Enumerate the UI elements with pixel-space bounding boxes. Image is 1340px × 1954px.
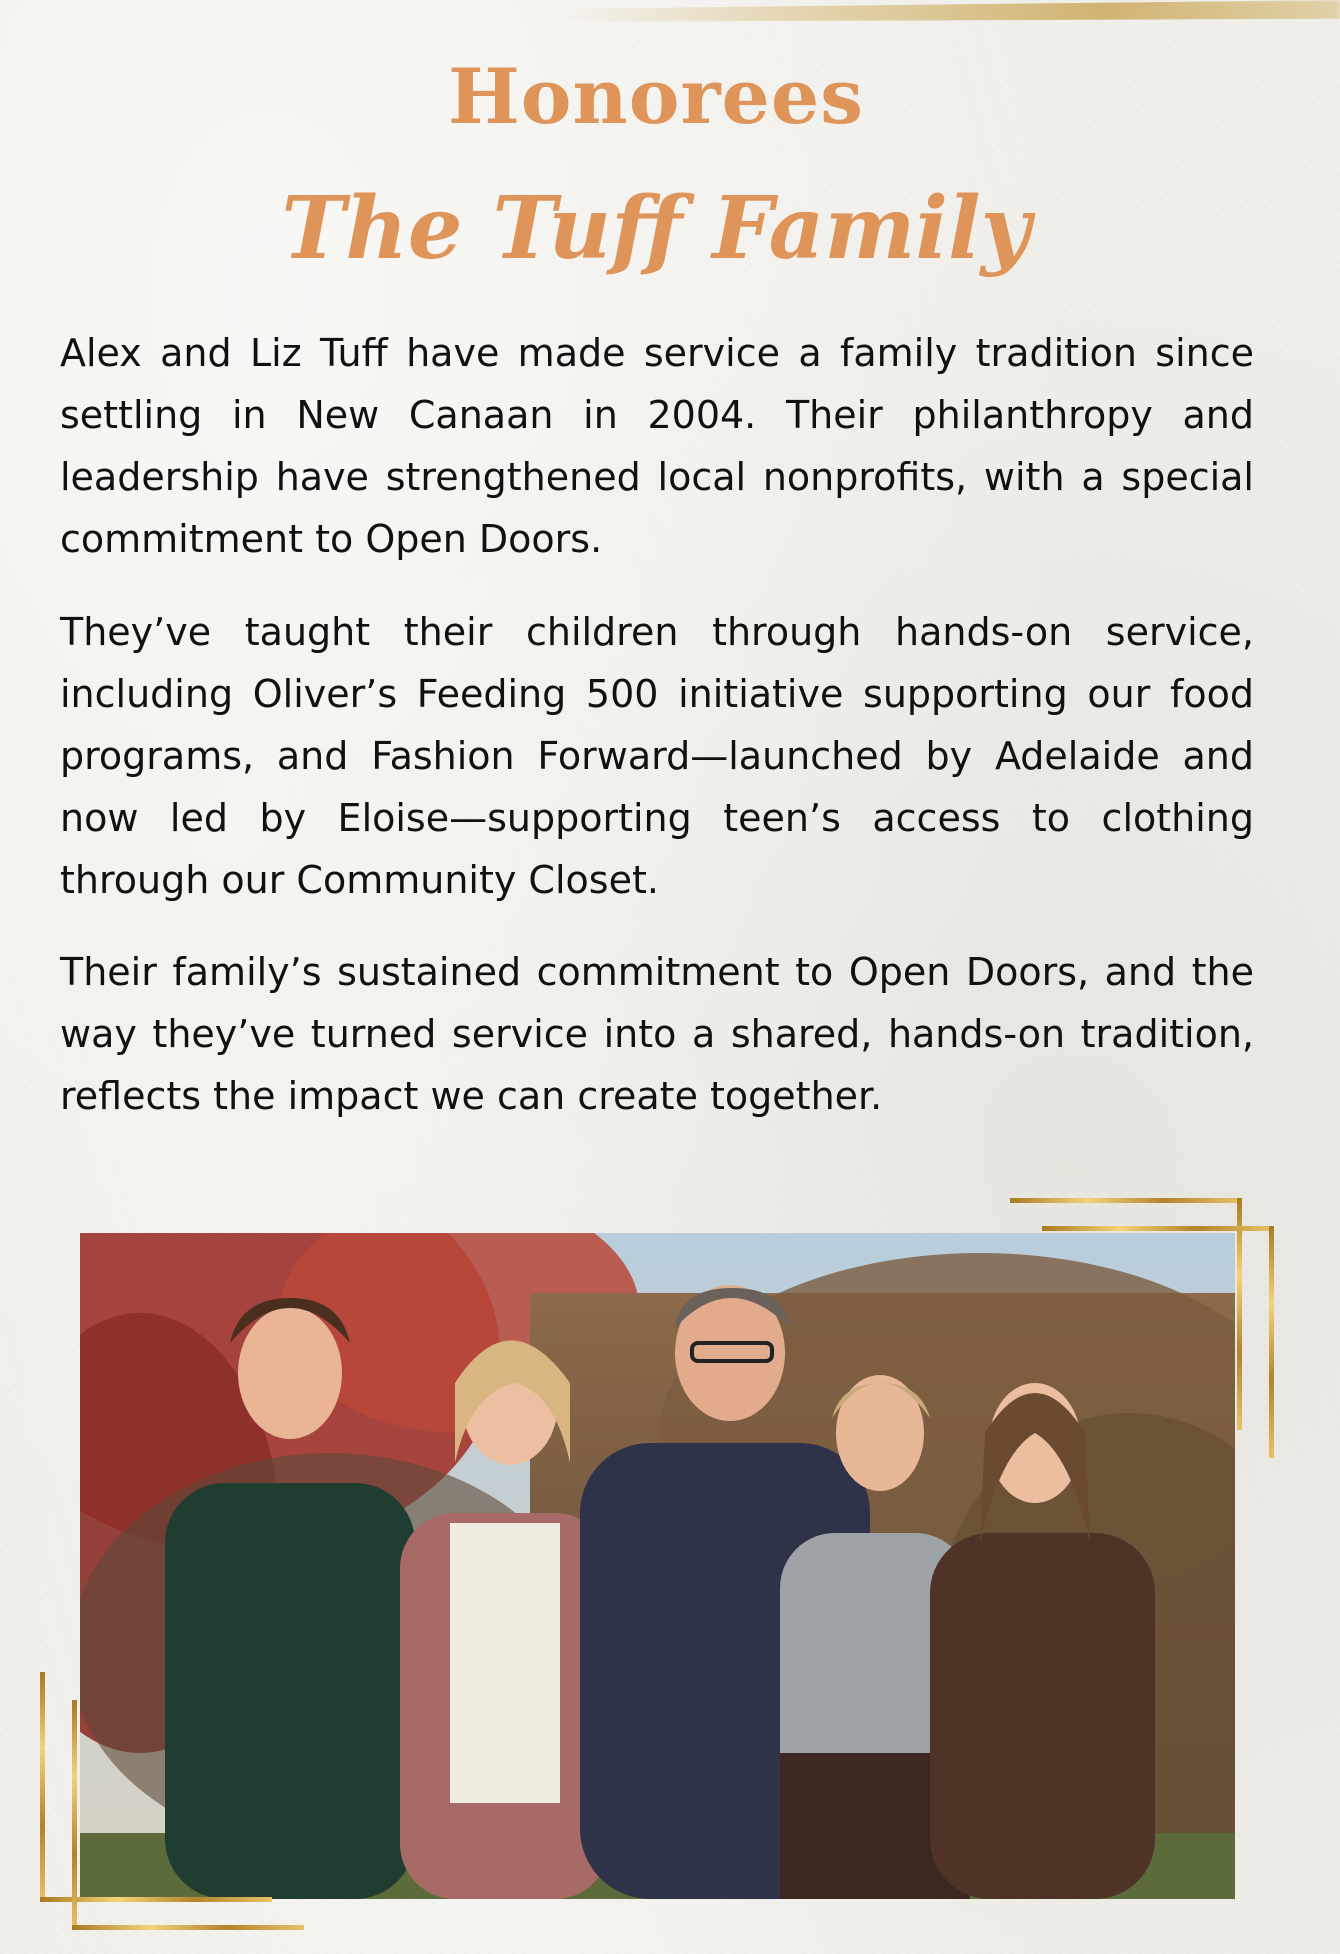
- paragraph-intro: Alex and Liz Tuff have made service a family tradition since settling in New Canaan in 2004. Their philanthropy and leadership have strengthened local nonprofits, with a special commitment to Open Doors.: [60, 331, 1254, 561]
- gold-frame-left-inner: [72, 1700, 77, 1930]
- gold-frame-bottom-inner: [72, 1925, 304, 1930]
- gold-frame-top-outer: [1010, 1198, 1242, 1203]
- family-photo-illustration: [80, 1233, 1235, 1899]
- family-photo: [80, 1233, 1235, 1899]
- page-title: Honorees: [448, 52, 864, 141]
- gold-frame-right-inner: [1269, 1226, 1274, 1458]
- paragraph-children: They’ve taught their children through hands-on service, including Oliver’s Feeding 500 initiative supporting our food programs, and Fashion Forward—launched by Adelaide and now led by Eloise—supporting teen’s access to clothing through our Community Closet.: [60, 610, 1254, 902]
- gold-frame-left-outer: [40, 1672, 45, 1902]
- honoree-name: The Tuff Family: [281, 178, 1031, 279]
- paragraph-closing: Their family’s sustained commitment to Open Doors, and the way they’ve turned service into a shared, hands-on tradition, reflects the impact we can create together.: [60, 950, 1254, 1118]
- gold-frame-top-inner: [1042, 1226, 1274, 1231]
- gold-frame-right-outer: [1237, 1198, 1242, 1430]
